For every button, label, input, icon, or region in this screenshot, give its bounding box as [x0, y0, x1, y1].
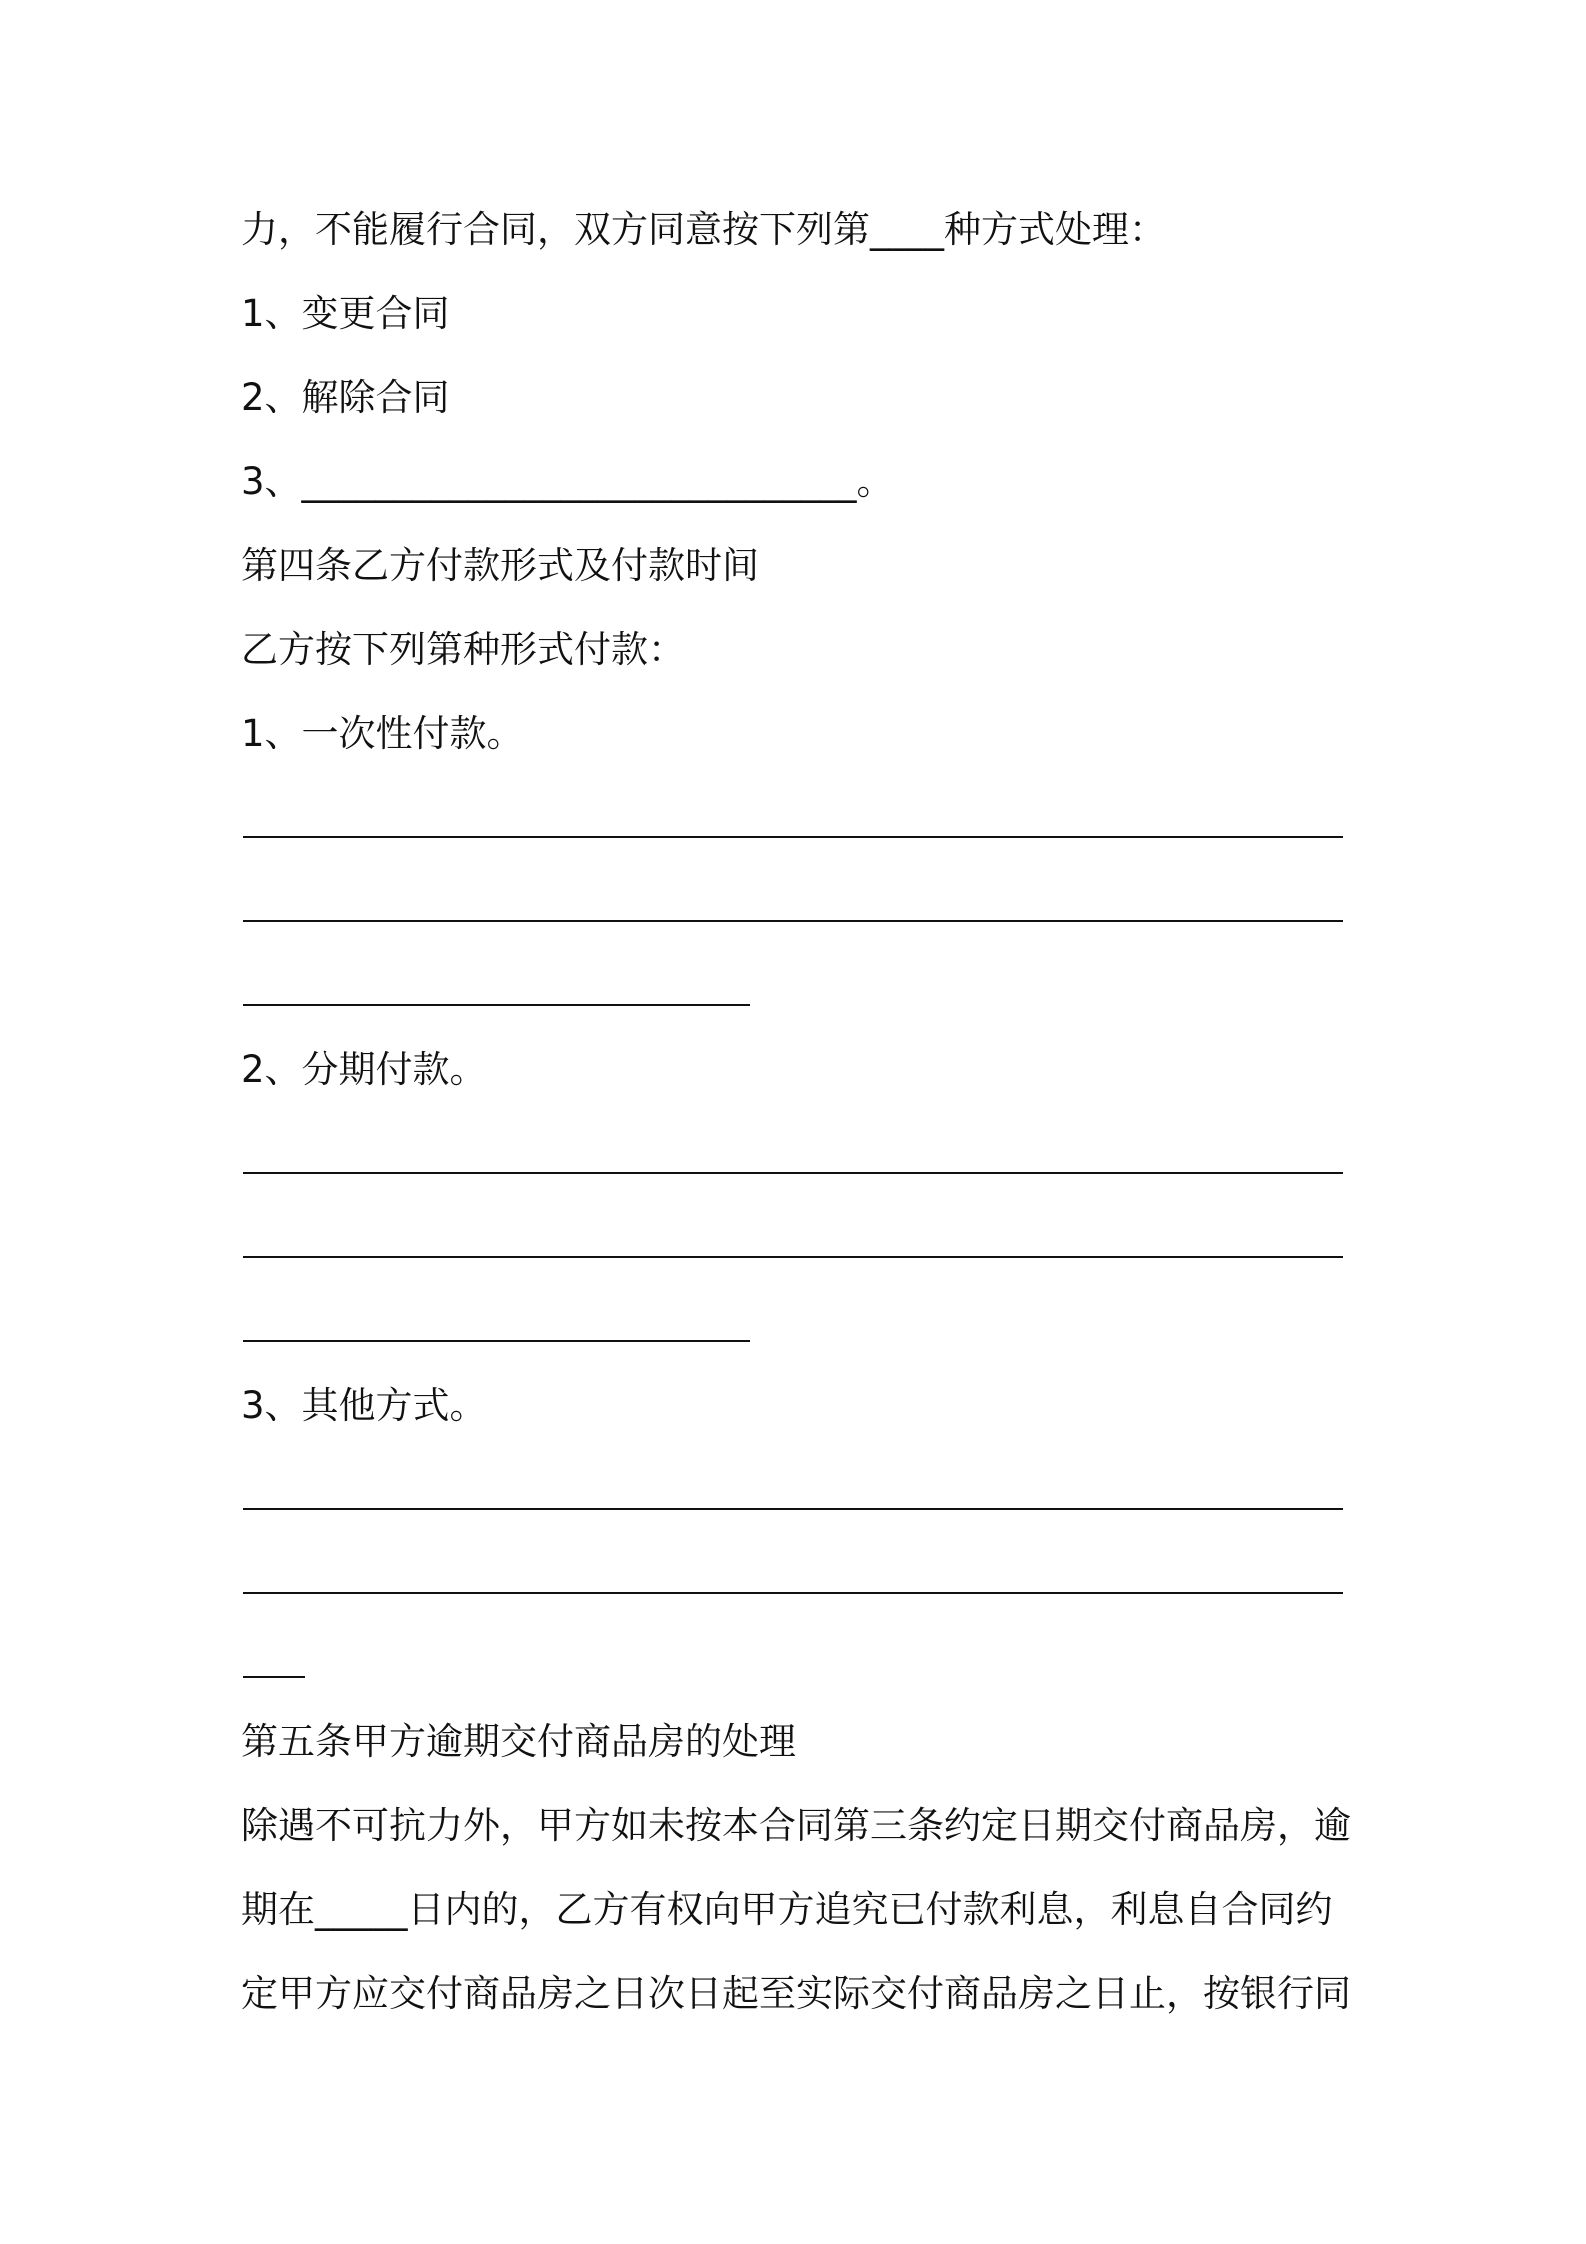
section-heading: 第四条乙方付款形式及付款时间	[241, 544, 759, 587]
blank-fill-line	[243, 1340, 750, 1342]
option-item: 3、其他方式。	[241, 1384, 487, 1427]
blank-fill-line	[243, 836, 1343, 838]
paragraph-line: 定甲方应交付商品房之日次日起至实际交付商品房之日止，按银行同	[241, 1972, 1351, 2015]
option-item: 2、分期付款。	[241, 1048, 487, 1091]
section-heading: 第五条甲方逾期交付商品房的处理	[241, 1720, 796, 1763]
text-line: 力，不能履行合同，双方同意按下列第____种方式处理：	[241, 208, 1166, 251]
paragraph-line: 除遇不可抗力外，甲方如未按本合同第三条约定日期交付商品房，逾	[241, 1804, 1351, 1847]
option-item: 2、解除合同	[241, 376, 450, 419]
paragraph-line: 期在_____日内的，乙方有权向甲方追究已付款利息，利息自合同约	[241, 1888, 1333, 1931]
text-line: 乙方按下列第种形式付款：	[241, 628, 685, 671]
option-item: 1、变更合同	[241, 292, 450, 335]
blank-fill-line	[243, 1676, 305, 1678]
blank-fill-line	[243, 1592, 1343, 1594]
blank-fill-line	[243, 1256, 1343, 1258]
option-item: 1、一次性付款。	[241, 712, 524, 755]
blank-fill-line	[243, 1172, 1343, 1174]
blank-fill-line	[243, 1004, 750, 1006]
option-item: 3、______________________________。	[241, 460, 894, 503]
blank-fill-line	[243, 1508, 1343, 1510]
blank-fill-line	[243, 920, 1343, 922]
